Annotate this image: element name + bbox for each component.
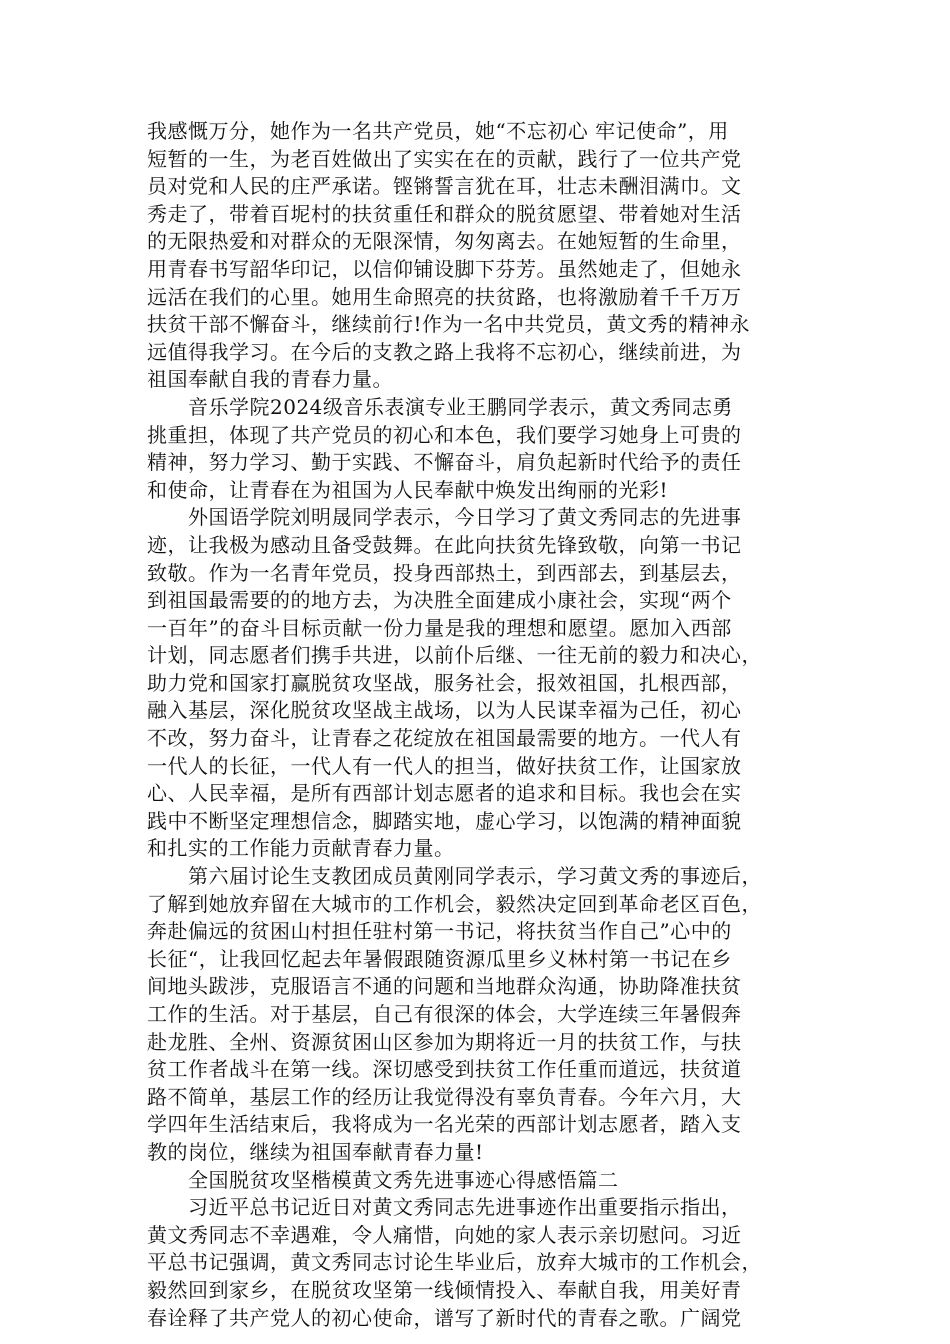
text-line: 一百年”的奋斗目标贡献一份力量是我的理想和愿望。愿加入西部 xyxy=(147,615,732,640)
text-line: 挑重担，体现了共产党员的初心和本色，我们要学习她身上可贵的 xyxy=(147,422,742,447)
text-line: 毅然回到家乡，在脱贫攻坚第一线倾情投入、奉献自我，用美好青 xyxy=(147,1277,742,1302)
text-line: 心、人民幸福，是所有西部计划志愿者的追求和目标。我也会在实 xyxy=(147,781,742,806)
text-line: 学四年生活结束后，我将成为一名光荣的西部计划志愿者，踏入支 xyxy=(147,1112,742,1137)
paragraph-4 xyxy=(147,863,807,1167)
text-line: 第六届讨论生支教团成员黄刚同学表示，学习黄文秀的事迹后， xyxy=(147,864,762,889)
text-line: 教的岗位，继续为祖国奉献青春力量! xyxy=(147,1139,484,1164)
text-line: 践中不断坚定理想信念，脚踏实地，虚心学习，以饱满的精神面貌 xyxy=(147,808,742,833)
heading-line: 全国脱贫攻坚楷模黄文秀先进事迹心得感悟篇二 xyxy=(147,1167,619,1192)
text-line: 秀走了，带着百坭村的扶贫重任和群众的脱贫愿望、带着她对生活 xyxy=(147,201,742,226)
text-line: 一代人的长征，一代人有一代人的担当，做好扶贫工作，让国家放 xyxy=(147,753,742,778)
text-line: 用青春书写韶华印记，以信仰铺设脚下芬芳。虽然她走了，但她永 xyxy=(147,256,742,281)
text-line: 致敬。作为一名青年党员，投身西部热土，到西部去，到基层去， xyxy=(147,560,742,585)
text-line: 短暂的一生，为老百姓做出了实实在在的贡献，践行了一位共产党 xyxy=(147,146,742,171)
text-line: 外国语学院刘明晟同学表示，今日学习了黄文秀同志的先进事 xyxy=(147,505,742,530)
text-line: 迹，让我极为感动且备受鼓舞。在此向扶贫先锋致敬，向第一书记 xyxy=(147,532,742,557)
text-line: 间地头跋涉，克服语言不通的问题和当地群众沟通，协助降准扶贫 xyxy=(147,974,742,999)
paragraph-1 xyxy=(147,118,807,394)
text-line: 贫工作者战斗在第一线。深切感受到扶贫工作任重而道远，扶贫道 xyxy=(147,1057,742,1082)
document-body xyxy=(147,118,807,1332)
text-line: 远值得我学习。在今后的支教之路上我将不忘初心，继续前进，为 xyxy=(147,339,742,364)
text-line: 不改，努力奋斗，让青春之花绽放在祖国最需要的地方。一代人有 xyxy=(147,726,742,751)
text-line: 扶贫干部不懈奋斗，继续前行!作为一名中共党员，黄文秀的精神永 xyxy=(147,312,751,337)
paragraph-2 xyxy=(147,394,807,504)
text-line: 精神，努力学习、勤于实践、不懈奋斗，肩负起新时代给予的责任 xyxy=(147,450,742,475)
text-line: 平总书记强调，黄文秀同志讨论生毕业后，放弃大城市的工作机会， xyxy=(147,1250,762,1275)
text-line: 员对党和人民的庄严承诺。铿锵誓言犹在耳，壮志未酬泪满巾。文 xyxy=(147,174,742,199)
text-line: 和使命，让青春在为祖国为人民奉献中焕发出绚丽的光彩! xyxy=(147,477,669,502)
section-heading xyxy=(147,1167,807,1195)
text-line: 的无限热爱和对群众的无限深情，匆匆离去。在她短暂的生命里， xyxy=(147,229,742,254)
text-line: 助力党和国家打赢脱贫攻坚战，服务社会，报效祖国，扎根西部， xyxy=(147,670,742,695)
text-line: 音乐学院2024级音乐表演专业王鹏同学表示，黄文秀同志勇 xyxy=(147,394,733,419)
text-line: 到祖国最需要的的地方去，为决胜全面建成小康社会，实现“两个 xyxy=(147,588,732,613)
text-line: 和扎实的工作能力贡献青春力量。 xyxy=(147,836,455,861)
text-line: 长征“，让我回忆起去年暑假跟随资源瓜里乡义林村第一书记在乡 xyxy=(147,946,732,971)
text-line: 了解到她放弃留在大城市的工作机会，毅然决定回到革命老区百色， xyxy=(147,891,762,916)
text-line: 路不简单，基层工作的经历让我觉得没有辜负青春。今年六月，大 xyxy=(147,1084,742,1109)
paragraph-3 xyxy=(147,504,807,863)
text-line: 奔赴偏远的贫困山村担任驻村第一书记，将扶贫当作自己”心中的 xyxy=(147,919,732,944)
text-line: 习近平总书记近日对黄文秀同志先进事迹作出重要指示指出， xyxy=(147,1195,742,1220)
text-line: 远活在我们的心里。她用生命照亮的扶贫路，也将激励着千千万万 xyxy=(147,284,742,309)
text-line: 赴龙胜、全州、资源贫困山区参加为期将近一月的扶贫工作，与扶 xyxy=(147,1029,742,1054)
text-line: 融入基层，深化脱贫攻坚战主战场，以为人民谋幸福为己任，初心 xyxy=(147,698,742,723)
text-line: 工作的生活。对于基层，自己有很深的体会，大学连续三年暑假奔 xyxy=(147,1002,742,1026)
text-line: 我感慨万分，她作为一名共产党员，她“不忘初心 牢记使命”，用 xyxy=(147,119,729,143)
text-line: 春诠释了共产党人的初心使命，谱写了新时代的青春之歌。广阔党 xyxy=(147,1305,742,1330)
text-line: 计划，同志愿者们携手共进，以前仆后继、一往无前的毅力和决心， xyxy=(147,643,762,668)
paragraph-5 xyxy=(147,1194,807,1332)
text-line: 黄文秀同志不幸遇难，令人痛惜，向她的家人表示亲切慰问。习近 xyxy=(147,1222,742,1247)
text-line: 祖国奉献自我的青春力量。 xyxy=(147,367,393,392)
